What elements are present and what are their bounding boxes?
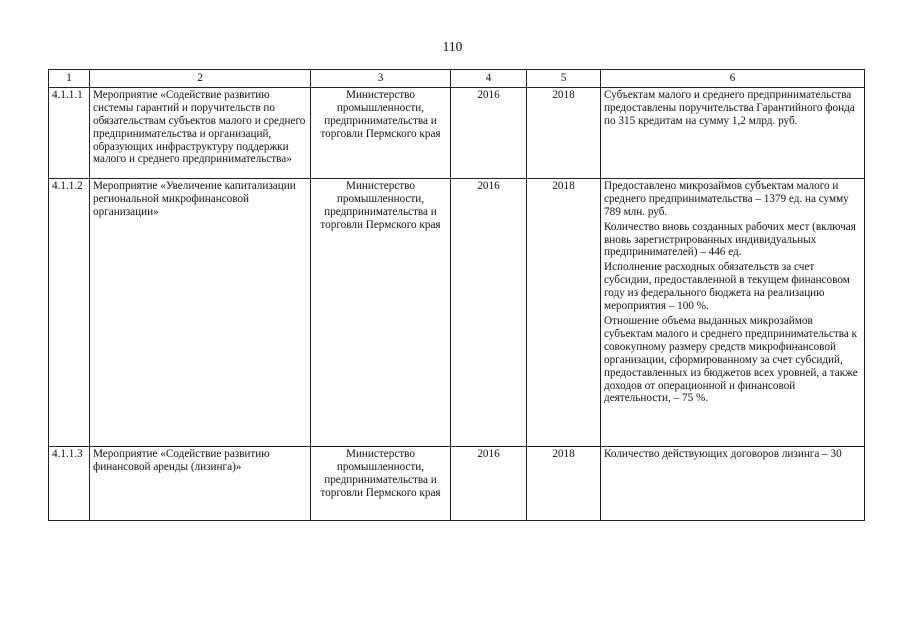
header-cell-6: 6 xyxy=(601,70,865,88)
header-cell-4: 4 xyxy=(451,70,527,88)
header-cell-3: 3 xyxy=(311,70,451,88)
table-row xyxy=(49,87,865,178)
page-number: 110 xyxy=(442,39,463,54)
row-code: 4.1.1.3 xyxy=(49,446,90,520)
table-row xyxy=(49,446,865,520)
row-event: Мероприятие «Содействие развитию финансовой аренды (лизинга)» xyxy=(90,446,311,520)
result-item: Исполнение расходных обязательств за счет субсидии, предоставленной в текущем финансовом году из федерального бюджета на реализацию мероприятия – 100 %. xyxy=(604,261,850,313)
row-results xyxy=(601,178,865,446)
row-code: 4.1.1.1 xyxy=(49,87,90,178)
row-year-start: 2016 xyxy=(451,87,527,178)
header-cell-5: 5 xyxy=(527,70,601,88)
header-cell-2: 2 xyxy=(90,70,311,88)
row-organization: Министерство промышленности, предпринимательства и торговли Пермского края xyxy=(311,446,451,520)
row-year-end: 2018 xyxy=(527,446,601,520)
row-results xyxy=(601,446,865,520)
row-year-start: 2016 xyxy=(451,178,527,446)
result-item: Количество вновь созданных рабочих мест (включая вновь зарегистрированных индивидуальных предпринимателей) – 446 ед. xyxy=(604,220,856,259)
measures-table xyxy=(48,69,865,521)
row-year-end: 2018 xyxy=(527,178,601,446)
header-row xyxy=(49,70,865,88)
row-code: 4.1.1.2 xyxy=(49,178,90,446)
result-item: Количество действующих договоров лизинга – 30 xyxy=(604,447,842,460)
header-cell-1: 1 xyxy=(49,70,90,88)
row-event: Мероприятие «Увеличение капитализации региональной микрофинансовой организации» xyxy=(90,178,311,446)
row-year-start: 2016 xyxy=(451,446,527,520)
result-item: Субъектам малого и среднего предпринимательства предоставлены поручительства Гарантийного фонда по 315 кредитам на сумму 1,2 млрд. руб. xyxy=(604,88,855,127)
row-event: Мероприятие «Содействие развитию системы гарантий и поручительств по обязательствам субъектов малого и среднего предпринимательства и организаций, образующих инфраструктуру поддержки малого и среднего предпринимательства» xyxy=(90,87,311,178)
row-year-end: 2018 xyxy=(527,87,601,178)
table-row xyxy=(49,178,865,446)
result-item: Предоставлено микрозаймов субъектам малого и среднего предпринимательства – 1379 ед. на сумму 789 млн. руб. xyxy=(604,179,849,218)
row-organization: Министерство промышленности, предпринимательства и торговли Пермского края xyxy=(311,178,451,446)
result-item: Отношение объема выданных микрозаймов субъектам малого и среднего предпринимательства к совокупному размеру средств микрофинансовой организации, сформированному за счет субсидий, предоставленных из бюджетов всех уровней, а также доходов от операционной и финансовой деятельности, – 75 %. xyxy=(604,314,858,405)
row-organization: Министерство промышленности, предпринимательства и торговли Пермского края xyxy=(311,87,451,178)
row-results xyxy=(601,87,865,178)
